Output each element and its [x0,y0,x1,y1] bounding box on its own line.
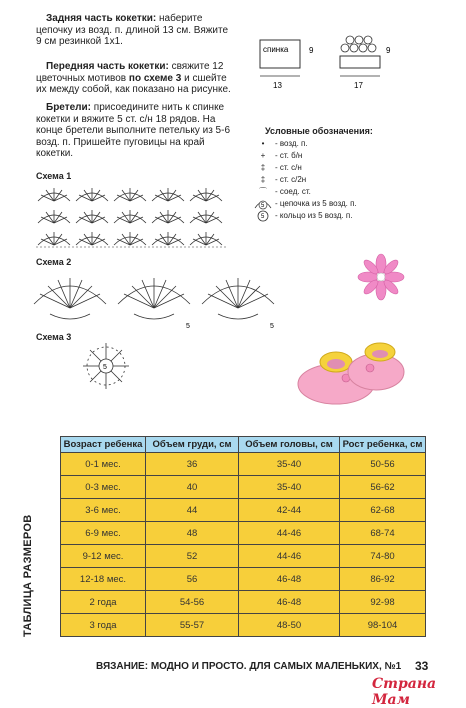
table-row: 0-3 мес. 40 35-40 56-62 [61,476,426,499]
legend-row: + - ст. б/н [251,150,391,162]
garment-diagram [255,30,395,100]
legend-row: ‡ - ст. с/2н [251,174,391,186]
size-table [60,436,426,637]
back-height-label: 9 [309,46,314,55]
table-row: 6-9 мес. 48 44-46 68-74 [61,522,426,545]
table-row: 0-1 мес. 36 35-40 50-56 [61,453,426,476]
back-yoke-title: Задняя часть кокетки: [46,13,157,24]
front-yoke-text: свяжите 12 цветочных мотивов [36,61,224,84]
chain-ring-icon [251,210,275,222]
straps-text: присоедините нить к спинке кокетки и вяжите 5 ст. с/н 18 рядов. На конце бретели выполните петельку из 5-6 возд. п. Пришейте пуговицы на край кокетки. [36,102,231,159]
treble-crochet-icon: ‡ [260,175,266,184]
svg-text:5: 5 [261,203,265,209]
front-yoke-paragraph [36,61,236,96]
back-yoke-text: наберите цепочку из возд. п. длиной 13 см. Вяжите 9 см резинкой 1х1. [36,13,229,47]
legend-row: • - возд. п. [251,138,391,150]
scheme-1-label: Схема 1 [36,171,72,181]
front-yoke-text-2: и сшейте их между собой, как показано на рисунке. [36,72,231,95]
header-height: Рост ребенка, см [340,437,426,453]
single-crochet-icon: + [260,151,266,160]
page-number: 33 [415,659,429,673]
table-row: 9-12 мес. 52 44-46 74-80 [61,545,426,568]
scheme-3-motif [80,340,132,392]
flower-illustration [356,254,406,300]
legend-row: 5 - цепочка из 5 возд. п. [251,198,391,210]
header-age: Возраст ребенка [61,437,146,453]
legend-title: Условные обозначения: [265,126,373,136]
booties-illustration [296,336,406,408]
svg-text:5: 5 [261,214,265,220]
legend-row: ‡ - ст. с/н [251,162,391,174]
svg-text:5: 5 [186,323,190,330]
front-yoke-title: Передняя часть кокетки: [46,61,169,72]
double-crochet-icon: ‡ [260,163,266,172]
straps-paragraph [36,102,236,160]
table-row: 12-18 мес. 56 46-48 86-92 [61,568,426,591]
slip-stitch-icon: ⌒ [259,187,267,196]
size-table-title: ТАБЛИЦА РАЗМЕРОВ [22,514,34,637]
scheme-3-label: Схема 3 [36,332,72,342]
legend-row: ⌒ - соед. ст. [251,186,391,198]
front-height-label: 9 [386,46,391,55]
scheme-2-pattern [30,268,290,330]
footer-title: ВЯЗАНИЕ: МОДНО И ПРОСТО. ДЛЯ САМЫХ МАЛЕНЬКИХ, №1 [96,661,402,672]
chain-loop-icon [251,198,275,210]
chain-stitch-icon: • [261,139,265,148]
back-width-label: 13 [273,81,282,90]
front-width-label: 17 [354,81,363,90]
watermark: Страна Мам [372,676,437,708]
scheme-1-pattern [34,183,234,253]
back-label: спинка [263,45,289,54]
front-yoke-scheme-ref: по схеме 3 [128,72,182,84]
straps-title: Бретели: [46,102,92,113]
symbol-legend [251,125,391,222]
svg-text:5: 5 [270,323,274,330]
scheme-2-label: Схема 2 [36,257,72,267]
table-row: 2 года 54-56 46-48 92-98 [61,591,426,614]
table-row: 3-6 мес. 44 42-44 62-68 [61,499,426,522]
legend-row: 5 - кольцо из 5 возд. п. [251,210,391,222]
size-table-wrapper [60,436,426,637]
header-chest: Объем груди, см [146,437,239,453]
back-yoke-paragraph [36,13,236,48]
table-row: 3 года 55-57 48-50 98-104 [61,614,426,637]
header-head: Объем головы, см [239,437,340,453]
table-header-row [61,437,426,453]
svg-text:5: 5 [103,364,107,371]
